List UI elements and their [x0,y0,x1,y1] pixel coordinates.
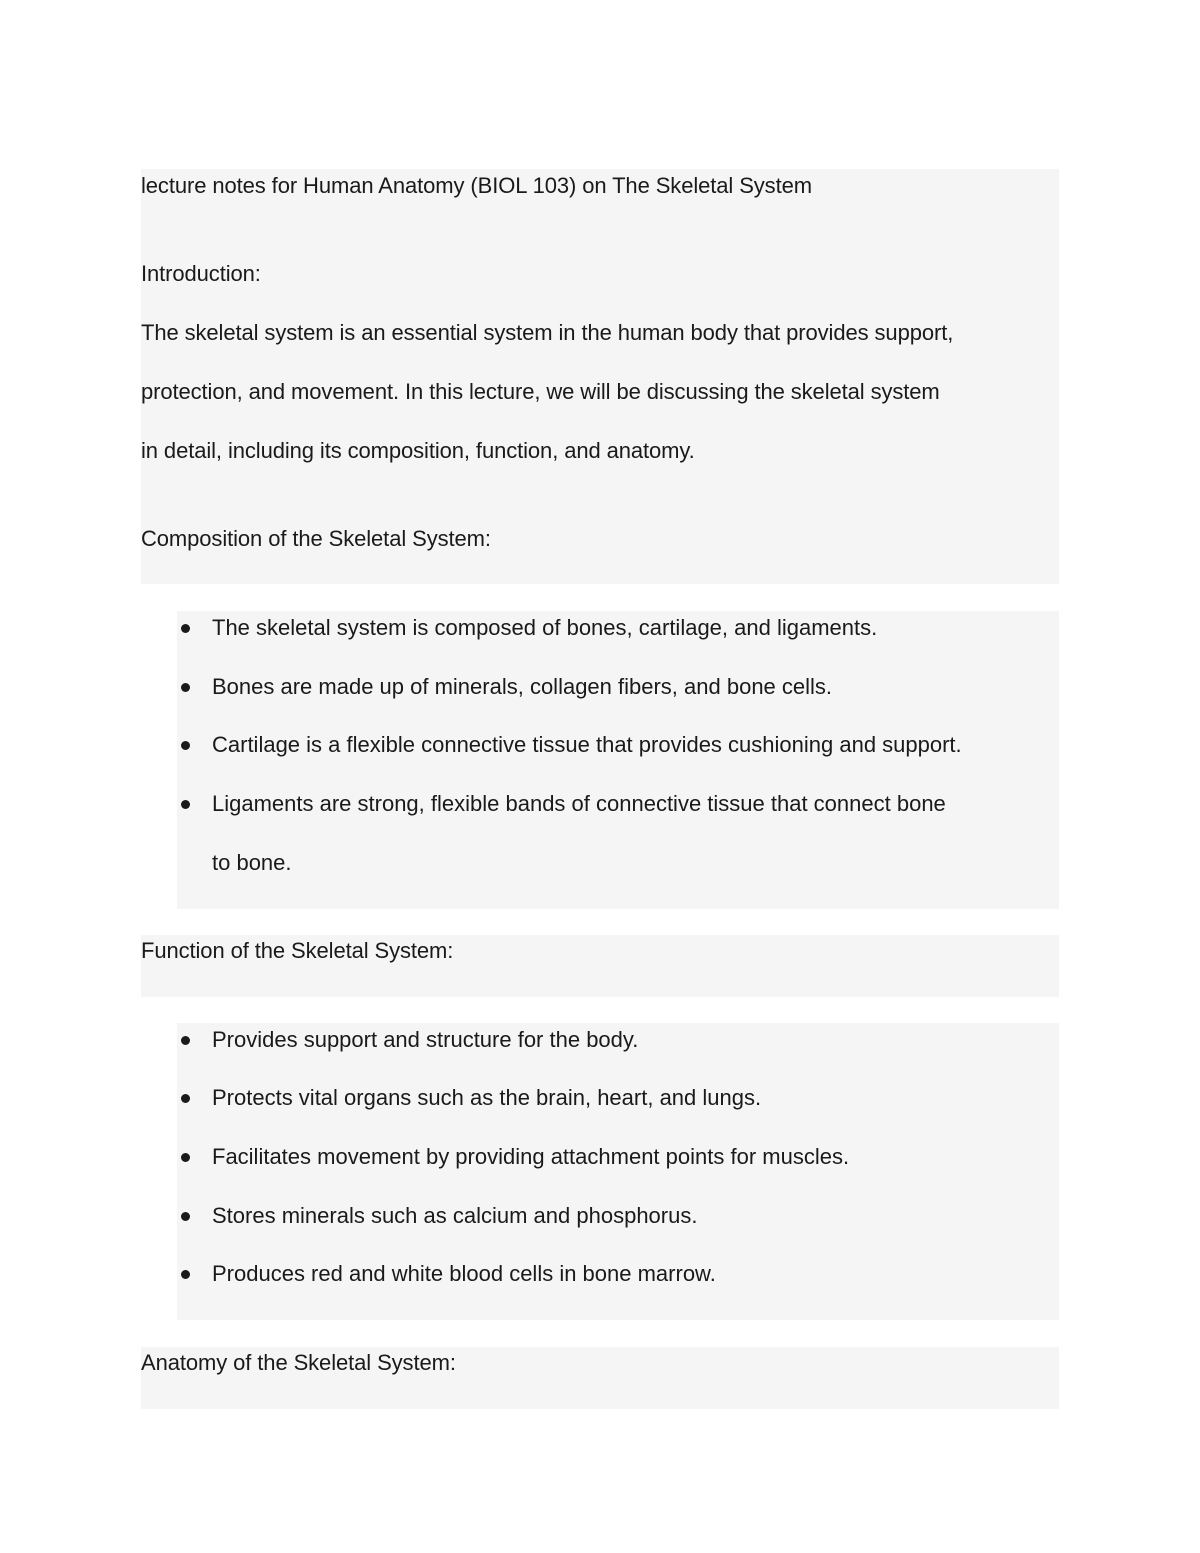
bullet-icon [181,1270,190,1279]
composition-list [177,611,1059,909]
function-heading-block [141,935,1059,997]
bullet-icon [181,1036,190,1045]
document-title: lecture notes for Human Anatomy (BIOL 103) on The Skeletal System [141,173,812,198]
bullet-icon [181,1094,190,1103]
function-list [177,1023,1059,1320]
intro-paragraph-line: protection, and movement. In this lecture, we will be discussing the skeletal system [141,379,940,404]
intro-paragraph-line: in detail, including its composition, function, and anatomy. [141,438,695,463]
bullet-icon [181,1212,190,1221]
list-item-text: Produces red and white blood cells in bone marrow. [212,1261,716,1286]
intro-paragraph-line: The skeletal system is an essential system in the human body that provides support, [141,320,954,345]
bullet-icon [181,741,190,750]
bullet-icon [181,800,190,809]
list-item-text: Ligaments are strong, flexible bands of connective tissue that connect bone [212,791,946,816]
intro-section [141,169,1059,584]
list-item-text: Provides support and structure for the body. [212,1027,639,1052]
anatomy-heading: Anatomy of the Skeletal System: [141,1350,456,1375]
introduction-heading: Introduction: [141,261,261,286]
bullet-icon [181,683,190,692]
list-item-text: to bone. [212,850,292,875]
list-item-text: Protects vital organs such as the brain, heart, and lungs. [212,1085,762,1110]
list-item-text: Facilitates movement by providing attachment points for muscles. [212,1144,850,1169]
list-item-text: Bones are made up of minerals, collagen fibers, and bone cells. [212,674,833,699]
bullet-icon [181,1153,190,1162]
bullet-icon [181,624,190,633]
list-item-text: The skeletal system is composed of bones, cartilage, and ligaments. [212,615,878,640]
list-item-text: Cartilage is a flexible connective tissue that provides cushioning and support. [212,732,962,757]
composition-heading: Composition of the Skeletal System: [141,526,491,551]
anatomy-heading-block [141,1347,1059,1409]
function-heading: Function of the Skeletal System: [141,938,454,963]
list-item-text: Stores minerals such as calcium and phosphorus. [212,1203,698,1228]
